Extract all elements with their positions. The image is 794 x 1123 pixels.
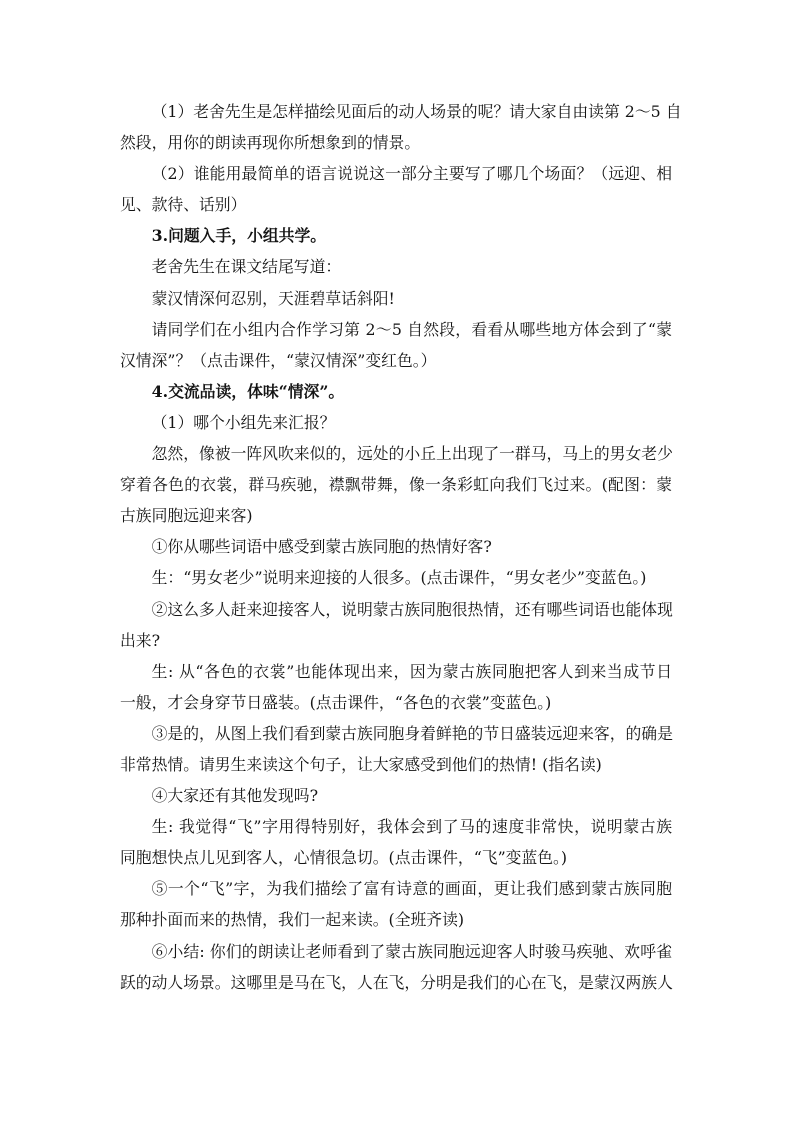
text-line: 生: 从“各色的衣裳”也能体现出来，因为蒙古族同胞把客人到来当成节日: [151, 661, 672, 681]
text-line: ⑤一个“飞”字，为我们描绘了富有诗意的画面，更让我们感到蒙古族同胞: [151, 879, 672, 899]
paragraph: [120, 251, 672, 282]
section-heading: [120, 376, 672, 407]
text-line: 出来?: [120, 630, 161, 650]
text-line: 老舍先生在课文结尾写道：: [151, 257, 342, 277]
text-line: ④大家还有其他发现吗?: [151, 786, 319, 806]
text-line: 非常热情。请男生来读这个句子，让大家感受到他们的热情! (指名读): [120, 754, 602, 774]
text-line: 忽然，像被一阵风吹来似的，远处的小丘上出现了一群马，马上的男女老少: [151, 444, 673, 464]
text-line: 见、款待、话别）: [120, 195, 247, 215]
text-line: ③是的，从图上我们看到蒙古族同胞身着鲜艳的节日盛装远迎来客，的确是: [151, 723, 673, 743]
heading-line: 4.交流品读，体味“情深”。: [151, 381, 345, 401]
text-line: ⑥小结: 你们的朗读让老师看到了蒙古族同胞远迎客人时骏马疾驰、欢呼雀: [151, 941, 672, 961]
paragraph: [120, 407, 672, 438]
section-heading: [120, 220, 672, 251]
text-line: 请同学们在小组内合作学习第 2～5 自然段，看看从哪些地方体会到了“蒙: [151, 319, 672, 339]
quoted-verse: [120, 283, 672, 314]
paragraph: [120, 936, 672, 998]
text-line: （1）老舍先生是怎样描绘见面后的动人场景的呢？请大家自由读第 2～5 自: [151, 102, 682, 121]
text-line: 那种扑面而来的热情，我们一起来读。(全班齐读): [120, 910, 465, 930]
paragraph: [120, 656, 672, 718]
paragraph: [120, 531, 672, 562]
paragraph: [120, 562, 672, 593]
text-line: 生：“男女老少”说明来迎接的人很多。(点击课件，“男女老少”变蓝色。): [151, 568, 647, 588]
heading-line: 3.问题入手，小组共学。: [151, 226, 327, 246]
paragraph: [120, 780, 672, 811]
document-body: [120, 96, 682, 998]
paragraph: [120, 718, 672, 780]
text-line: 穿着各色的衣裳，群马疾驰，襟飘带舞，像一条彩虹向我们飞过来。(配图：蒙: [120, 475, 672, 495]
text-line: 古族同胞远迎来客): [120, 506, 253, 526]
paragraph: [120, 158, 672, 220]
text-line: 然段，用你的朗读再现你所想象到的情景。: [120, 133, 421, 153]
text-line: 一般，才会身穿节日盛装。(点击课件，“各色的衣裳”变蓝色。): [120, 692, 552, 712]
paragraph: [120, 438, 672, 531]
paragraph: [120, 811, 672, 873]
text-line: ①你从哪些词语中感受到蒙古族同胞的热情好客?: [151, 537, 492, 557]
text-line: 同胞想快点儿见到客人，心情很急切。(点击课件，“飞”变蓝色。): [120, 848, 568, 868]
paragraph: [120, 314, 672, 376]
text-line: 汉情深”？（点击课件，“蒙汉情深”变红色。）: [120, 350, 437, 370]
text-line: （2）谁能用最简单的语言说说这一部分主要写了哪几个场面？（远迎、相: [151, 164, 672, 184]
text-line: 跃的动人场景。这哪里是马在飞，人在飞，分明是我们的心在飞，是蒙汉两族人: [120, 972, 673, 992]
paragraph: [120, 873, 672, 935]
paragraph: [120, 594, 672, 656]
text-line: 生: 我觉得“飞”字用得特别好，我体会到了马的速度非常快，说明蒙古族: [151, 817, 672, 837]
text-line: （1）哪个小组先来汇报？: [151, 412, 336, 432]
paragraph: [120, 96, 682, 158]
text-line: ②这么多人赶来迎接客人，说明蒙古族同胞很热情，还有哪些词语也能体现: [151, 599, 673, 619]
text-line: 蒙汉情深何忍别，天涯碧草话斜阳!: [151, 288, 395, 308]
